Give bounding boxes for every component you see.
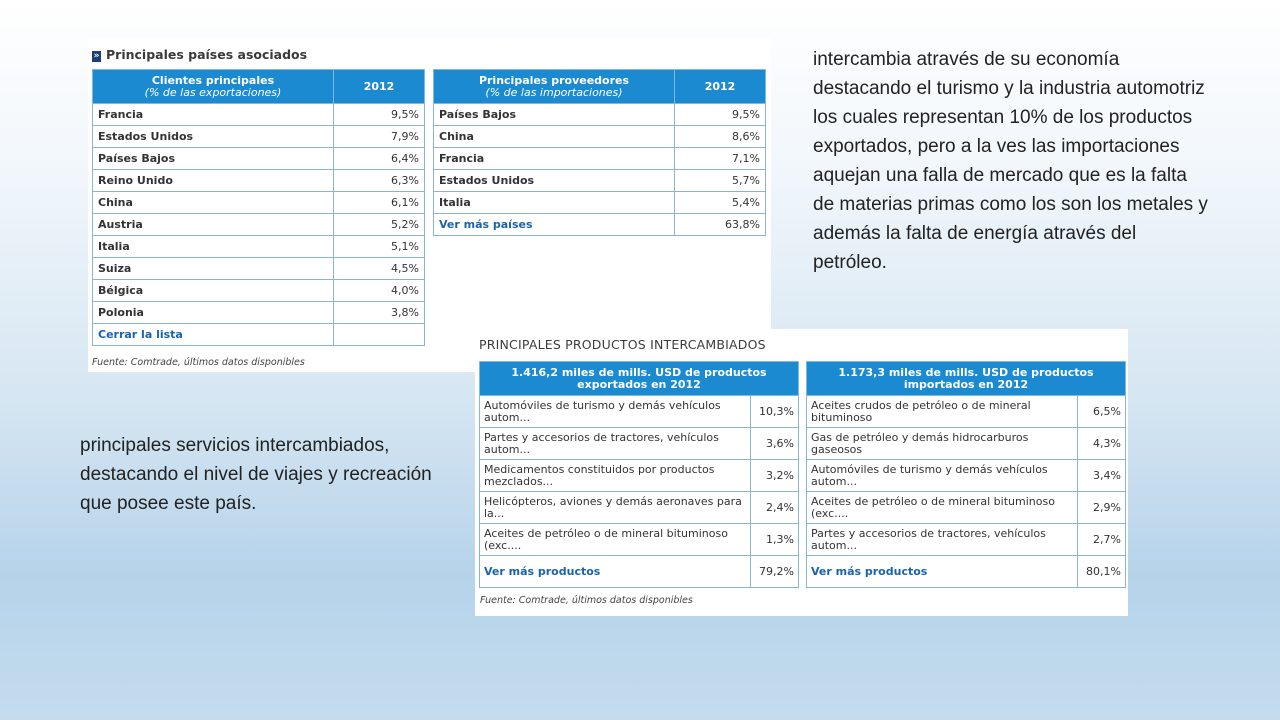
- suppliers-year-header: 2012: [675, 70, 766, 104]
- row-value: 3,6%: [751, 428, 799, 460]
- products-title: PRINCIPALES PRODUCTOS INTERCAMBIADOS: [479, 337, 766, 352]
- row-value: 7,9%: [334, 126, 425, 148]
- imports-table: [806, 361, 1126, 588]
- row-value: 1,3%: [751, 524, 799, 556]
- clients-year-header: 2012: [334, 70, 425, 104]
- table-row: [807, 492, 1126, 524]
- exports-more-value: 79,2%: [751, 556, 799, 588]
- slide-text-left: principales servicios intercambiados, destacando el nivel de viajes y recreación que posee este país.: [80, 435, 432, 514]
- exports-more-products-link[interactable]: Ver más productos: [480, 556, 751, 588]
- table-row: [434, 148, 766, 170]
- table-row: [93, 104, 425, 126]
- table-row: [434, 104, 766, 126]
- row-value: 2,9%: [1078, 492, 1126, 524]
- products-panel: [475, 329, 1128, 616]
- clients-header: Clientes principales (% de las exportaciones): [93, 70, 334, 104]
- row-value: 3,4%: [1078, 460, 1126, 492]
- suppliers-header: Principales proveedores (% de las importaciones): [434, 70, 675, 104]
- suppliers-table: [433, 69, 766, 236]
- table-row: [434, 126, 766, 148]
- table-row: [807, 428, 1126, 460]
- table-row: [93, 170, 425, 192]
- arrow-icon: »: [93, 51, 100, 61]
- row-label: Países Bajos: [93, 148, 334, 170]
- partners-title: » Principales países asociados: [93, 47, 308, 62]
- row-value: 9,5%: [334, 104, 425, 126]
- table-row: [480, 492, 799, 524]
- row-value: 6,4%: [334, 148, 425, 170]
- table-row: [93, 258, 425, 280]
- row-value: 4,3%: [1078, 428, 1126, 460]
- row-value: 3,8%: [334, 302, 425, 324]
- row-value: 2,7%: [1078, 524, 1126, 556]
- exports-header: 1.416,2 miles de mills. USD de productos exportados en 2012: [480, 362, 799, 396]
- table-row: [93, 302, 425, 324]
- exports-table: [479, 361, 799, 588]
- row-label: China: [93, 192, 334, 214]
- row-label: Automóviles de turismo y demás vehículos autom...: [480, 396, 751, 428]
- table-row: [480, 524, 799, 556]
- row-label: Partes y accesorios de tractores, vehículos autom...: [807, 524, 1078, 556]
- row-value: 6,5%: [1078, 396, 1126, 428]
- products-source: Fuente: Comtrade, últimos datos disponibles: [480, 595, 693, 606]
- row-value: 7,1%: [675, 148, 766, 170]
- row-label: Estados Unidos: [93, 126, 334, 148]
- clients-table: [92, 69, 425, 346]
- row-label: China: [434, 126, 675, 148]
- table-row: [480, 396, 799, 428]
- table-row: [434, 170, 766, 192]
- row-label: Partes y accesorios de tractores, vehículos autom...: [480, 428, 751, 460]
- row-label: Países Bajos: [434, 104, 675, 126]
- row-value: 5,1%: [334, 236, 425, 258]
- row-label: Suiza: [93, 258, 334, 280]
- row-label: Reino Unido: [93, 170, 334, 192]
- row-label: Austria: [93, 214, 334, 236]
- slide-text-right: intercambia através de su economía destacando el turismo y la industria automotriz los cuales representan 10% de los productos exportados, pero a la ves las importaciones aquejan una falla de mercado que es la falta de materias primas como los son los metales y además la falta de energía através del petróleo.: [813, 49, 1208, 273]
- row-label: Francia: [93, 104, 334, 126]
- close-list-link[interactable]: Cerrar la lista: [93, 324, 334, 346]
- row-value: 9,5%: [675, 104, 766, 126]
- table-row: [93, 148, 425, 170]
- table-row: [434, 192, 766, 214]
- row-value: 10,3%: [751, 396, 799, 428]
- row-label: Aceites de petróleo o de mineral bituminoso (exc....: [807, 492, 1078, 524]
- row-value: 3,2%: [751, 460, 799, 492]
- table-row: [480, 428, 799, 460]
- table-row: [93, 280, 425, 302]
- row-value: 6,3%: [334, 170, 425, 192]
- row-label: Gas de petróleo y demás hidrocarburos gaseosos: [807, 428, 1078, 460]
- table-row: [807, 524, 1126, 556]
- table-row: [480, 460, 799, 492]
- row-value: 5,2%: [334, 214, 425, 236]
- row-label: Francia: [434, 148, 675, 170]
- partners-source: Fuente: Comtrade, últimos datos disponibles: [92, 357, 305, 368]
- partners-panel: [88, 38, 771, 372]
- row-label: Automóviles de turismo y demás vehículos autom...: [807, 460, 1078, 492]
- row-label: Helicópteros, aviones y demás aeronaves para la...: [480, 492, 751, 524]
- more-countries-link[interactable]: Ver más países: [434, 214, 675, 236]
- row-value: 4,0%: [334, 280, 425, 302]
- table-row: [807, 396, 1126, 428]
- row-label: Medicamentos constituidos por productos mezclados...: [480, 460, 751, 492]
- row-value: 5,7%: [675, 170, 766, 192]
- table-row: [93, 192, 425, 214]
- row-label: Bélgica: [93, 280, 334, 302]
- row-value: 5,4%: [675, 192, 766, 214]
- row-value: 6,1%: [334, 192, 425, 214]
- row-label: Aceites crudos de petróleo o de mineral bituminoso: [807, 396, 1078, 428]
- row-label: Estados Unidos: [434, 170, 675, 192]
- imports-header: 1.173,3 miles de mills. USD de productos importados en 2012: [807, 362, 1126, 396]
- row-value: 2,4%: [751, 492, 799, 524]
- table-row: [807, 460, 1126, 492]
- more-countries-value: 63,8%: [675, 214, 766, 236]
- imports-more-products-link[interactable]: Ver más productos: [807, 556, 1078, 588]
- row-label: Italia: [434, 192, 675, 214]
- row-label: Polonia: [93, 302, 334, 324]
- row-value: 4,5%: [334, 258, 425, 280]
- row-label: Aceites de petróleo o de mineral bituminoso (exc....: [480, 524, 751, 556]
- row-value: 8,6%: [675, 126, 766, 148]
- table-row: [93, 214, 425, 236]
- table-row: [93, 126, 425, 148]
- imports-more-value: 80,1%: [1078, 556, 1126, 588]
- table-row: [93, 236, 425, 258]
- row-label: Italia: [93, 236, 334, 258]
